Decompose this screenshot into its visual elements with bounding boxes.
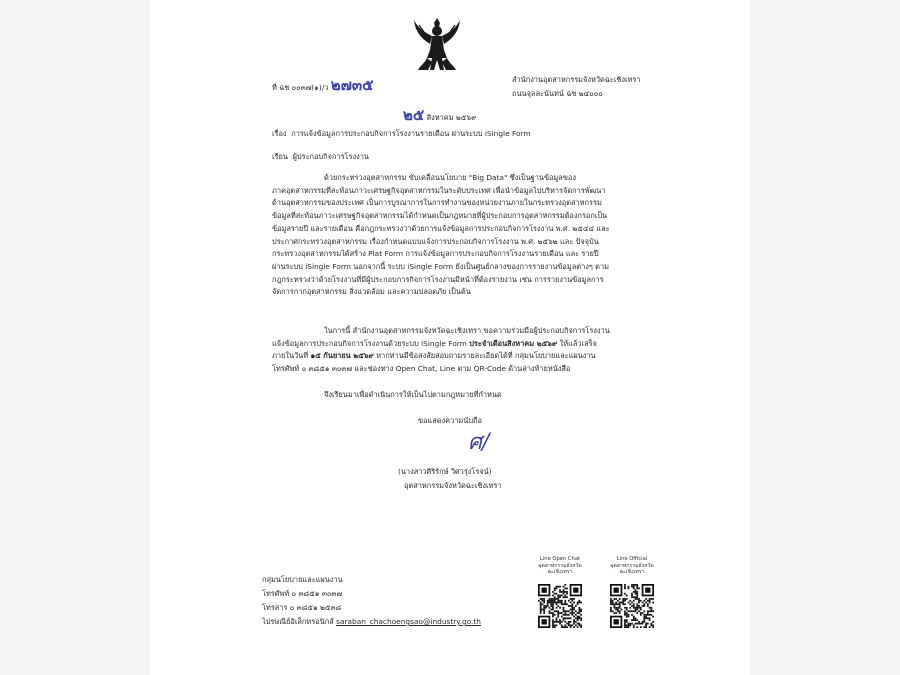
- paragraph-line: ผ่านระบบ iSingle Form นอกจากนี้ ระบบ iSingle Form ยังเป็นศูนย์กลางของการรายงานข้อมูลต่างๆ ตาม: [272, 261, 609, 271]
- paragraph-line: ข้อมูลรายปี และรายเดือน คือกฎกระทรวงว่าด้วยการแจ้งข้อมูลการประกอบกิจการโรงงาน พ.ศ. ๒๕๔๔ และ: [272, 223, 610, 233]
- qr-code-line-official[interactable]: [610, 584, 654, 628]
- date-day-handwritten: ๒๕: [403, 106, 425, 124]
- signer-name: (นางสาวศิริรักษ์ วิศวรุ่งโรจน์): [398, 467, 492, 476]
- signature: ศ/: [468, 430, 490, 455]
- office-address: ถนนจุลละนันทน์ ฉช ๒๔๐๐๐: [512, 89, 603, 98]
- paragraph-line: ภาคอุตสาหกรรมที่สะท้อนภาวะเศรษฐกิจอุตสาหกรรมในระดับประเทศ เพื่อนำข้อมูลไปบริหารจัดการพัฒนา: [272, 185, 606, 195]
- body-paragraph-2: [272, 325, 632, 376]
- footer-email: [262, 618, 481, 625]
- footer-email-link[interactable]: saraban_chachoengsao@industry.go.th: [336, 617, 481, 626]
- footer-division: กลุ่มนโยบายและแผนงาน: [262, 575, 343, 584]
- reference-number-handwritten: ๒๗๓๕: [330, 76, 374, 94]
- recipient-label: เรียน: [272, 152, 288, 161]
- paragraph-line: กระทรวงอุตสาหกรรมได้สร้าง Plat Form การแจ้งข้อมูลการประกอบกิจการโรงงานรายเดือน และ รายปี: [272, 249, 599, 259]
- qr-label-official: Line Official อุตสาหกรรมจังหวัด ฉะเชิงเทรา: [610, 556, 654, 575]
- document-page: [150, 0, 750, 675]
- paragraph-line: ด้วยกระทรวงอุตสาหกรรม ขับเคลื่อนนโยบาย "Big Data" ซึ่งเป็นฐานข้อมูลของ: [324, 173, 576, 182]
- deadline-date: ๑๕ กันยายน ๒๕๖๙: [310, 351, 374, 361]
- footer-fax: โทรสาร ๐ ๓๘๕๑ ๒๕๓๘: [262, 603, 342, 612]
- body-paragraph-3: จึงเรียนมาเพื่อดำเนินการให้เป็นไปตามกฎหมายที่กำหนด: [324, 390, 502, 399]
- subject-label: เรื่อง: [272, 129, 287, 138]
- recipient-line: [272, 153, 369, 160]
- subject-text: การแจ้งข้อมูลการประกอบกิจการโรงงานรายเดือน ผ่านระบบ iSingle Form: [291, 129, 531, 138]
- paragraph-line: โทรศัพท์ ๐ ๓๘๕๑ ๓๐๓๗ และช่องทาง Open Chat, Line ตาม QR-Code ด้านล่างท้ายหนังสือ: [272, 364, 571, 374]
- document-date: [403, 108, 477, 123]
- recipient-text: ผู้ประกอบกิจการโรงงาน: [292, 152, 369, 161]
- date-month-year: สิงหาคม ๒๕๖๙: [426, 113, 477, 122]
- paragraph-line: ข้อมูลที่สะท้อนภาวะเศรษฐกิจอุตสาหกรรมได้กำหนดเป็นกฎหมายที่ผู้ประกอบการอุตสาหกรรมต้องกรอกเป็น: [272, 211, 608, 221]
- signer-title: อุตสาหกรรมจังหวัดฉะเชิงเทรา: [404, 481, 502, 490]
- garuda-emblem-icon: [412, 16, 462, 72]
- office-name: สำนักงานอุตสาหกรรมจังหวัดฉะเชิงเทรา: [512, 75, 641, 84]
- paragraph-line: ประกาศกระทรวงอุตสาหกรรม เรื่องกำหนดแบบแจ้งการประกอบกิจการโรงงาน พ.ศ. ๒๕๖๒ และ ปัจจุบัน: [272, 236, 599, 246]
- paragraph-line: แจ้งข้อมูลการประกอบกิจการโรงงานด้วยระบบ iSingle Form ประจำเดือนสิงหาคม ๒๕๖๙ ให้แล้วเสร็จ: [272, 338, 597, 348]
- footer-phone: โทรศัพท์ ๐ ๓๘๕๑ ๓๐๓๗: [262, 589, 343, 598]
- paragraph-line: ภายในวันที่ ๑๕ กันยายน ๒๕๖๙ หากท่านมีข้อสงสัยสอบถามรายละเอียดได้ที่ กลุ่มนโยบายและแผนงาน: [272, 351, 596, 361]
- reference-number: [272, 78, 374, 93]
- closing-regards: ขอแสดงความนับถือ: [418, 416, 482, 425]
- qr-label-open-chat: Line Open Chat อุตสาหกรรมจังหวัด ฉะเชิงเทรา: [538, 556, 582, 575]
- body-paragraph-1: [272, 172, 632, 299]
- paragraph-line: ด้านอุตสาหกรรมของประเทศ เป็นการบูรณาการในการทำงานของหน่วยงานภายในกระทรวงอุตสาหกรรม: [272, 198, 602, 208]
- paragraph-line: จัดการกากอุตสาหกรรม สิ่งแวดล้อม และความปลอดภัย เป็นต้น: [272, 287, 471, 297]
- paragraph-line: ในการนี้ สำนักงานอุตสาหกรรมจังหวัดฉะเชิงเทรา ขอความร่วมมือผู้ประกอบกิจการโรงงาน: [324, 326, 610, 335]
- paragraph-line: กฎกระทรวงว่าด้วยโรงงานที่มีผู้ประกอบการกิจการโรงงานมีหน้าที่ต้องรายงาน เช่น การรายงานข้อมูลการ: [272, 274, 604, 284]
- reporting-month: ประจำเดือนสิงหาคม ๒๕๖๙: [469, 338, 558, 348]
- reference-prefix: ที่ ฉช ๐๐๓๗(๑)/ว: [272, 83, 329, 92]
- footer-email-label: ไปรษณีย์อิเล็กทรอนิกส์: [262, 617, 334, 626]
- qr-code-line-open-chat[interactable]: [538, 584, 582, 628]
- subject-line: [272, 130, 531, 137]
